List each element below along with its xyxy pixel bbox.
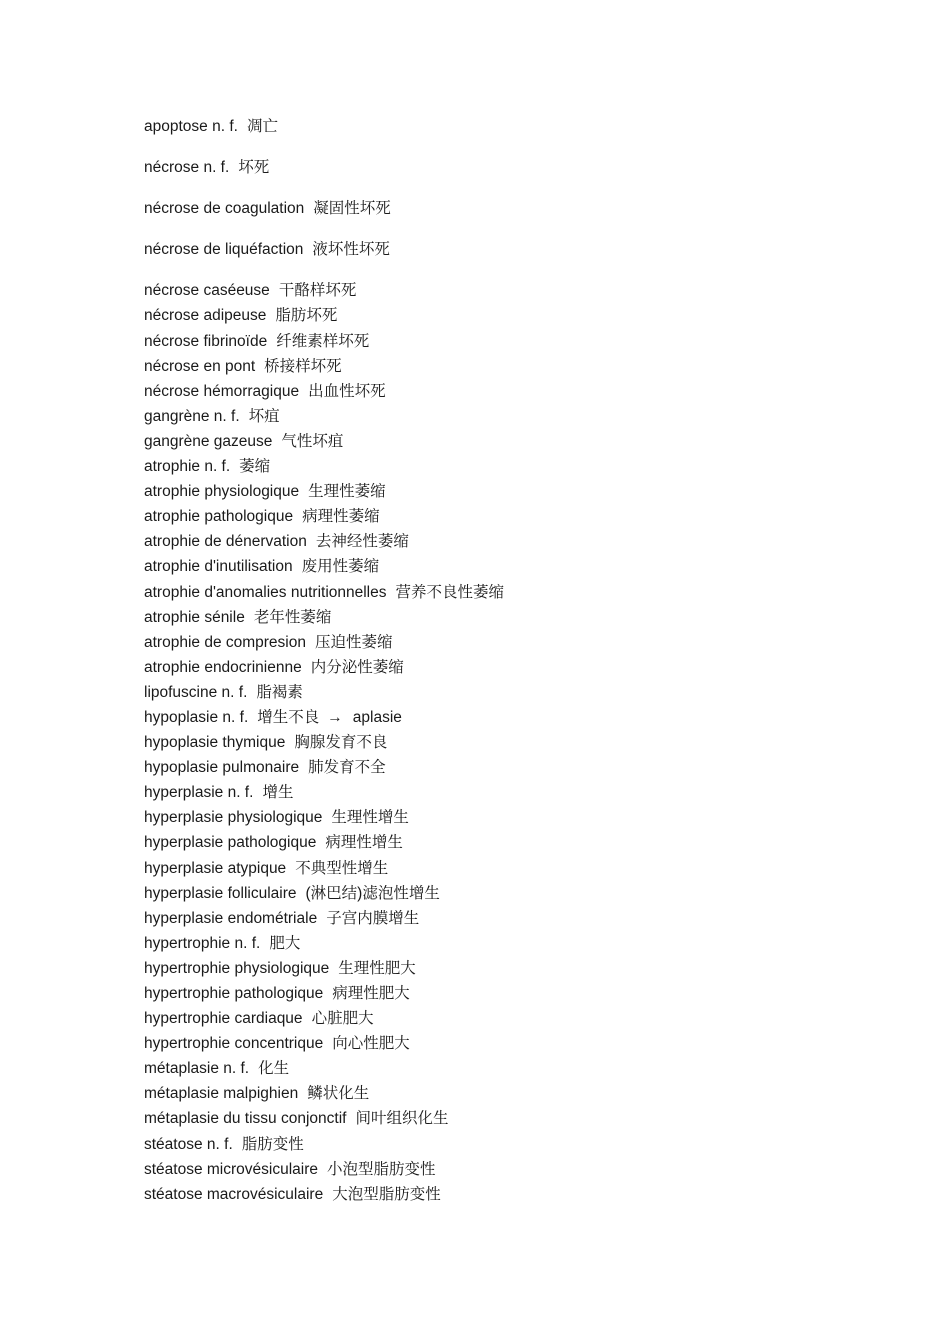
chinese-term: 脂褐素 [256, 683, 303, 701]
glossary-entry [144, 680, 904, 705]
chinese-term: 向心性肥大 [332, 1035, 410, 1053]
french-term: stéatose macrovésiculaire [144, 1185, 324, 1203]
french-term: atrophie pathologique [144, 508, 294, 526]
french-term: nécrose adipeuse [144, 307, 267, 325]
french-term: atrophie d'anomalies nutritionnelles [144, 583, 387, 601]
glossary-entry [144, 1182, 904, 1207]
glossary-entry [144, 705, 904, 730]
glossary-entry [144, 1132, 904, 1157]
chinese-term: 增生不良 [257, 708, 320, 726]
french-term: nécrose hémorragique [144, 382, 300, 400]
french-term: hypertrophie physiologique [144, 959, 330, 977]
french-term: nécrose fibrinoïde [144, 332, 268, 350]
glossary-entry [144, 1157, 904, 1182]
glossary-entry [144, 881, 904, 906]
glossary-entry [144, 730, 904, 755]
chinese-term: 坏死 [238, 159, 270, 177]
glossary-entry [144, 303, 904, 328]
arrow-right-icon: → [327, 708, 343, 726]
chinese-term: 脂肪变性 [241, 1135, 304, 1153]
french-term: nécrose de coagulation [144, 200, 305, 218]
chinese-term: 内分泌性萎缩 [310, 658, 404, 676]
french-term: nécrose de liquéfaction [144, 241, 304, 259]
glossary-entry [144, 780, 904, 805]
french-term: atrophie d'inutilisation [144, 558, 293, 576]
cross-reference-term: aplasie [352, 708, 402, 726]
chinese-term: 生理性增生 [331, 809, 409, 827]
chinese-term: 凝固性坏死 [313, 200, 391, 218]
french-term: hyperplasie folliculaire [144, 884, 297, 902]
french-term: gangrène n. f. [144, 407, 240, 425]
chinese-term: 鳞状化生 [307, 1085, 370, 1103]
glossary-entry [144, 454, 904, 479]
french-term: apoptose n. f. [144, 118, 238, 135]
glossary-entry [144, 906, 904, 931]
glossary-page [144, 114, 904, 1207]
glossary-entry [144, 580, 904, 605]
glossary-entry [144, 554, 904, 579]
french-term: hyperplasie atypique [144, 859, 287, 877]
french-term: nécrose n. f. [144, 159, 230, 177]
chinese-term: 间叶组织化生 [355, 1110, 449, 1128]
chinese-term: 桥接样坏死 [264, 357, 342, 375]
french-term: stéatose microvésiculaire [144, 1160, 319, 1178]
french-term: gangrène gazeuse [144, 432, 273, 450]
glossary-entry [144, 278, 904, 303]
chinese-term: 大泡型脂肪变性 [332, 1185, 441, 1203]
chinese-term: 不典型性增生 [295, 859, 389, 877]
glossary-entry [144, 805, 904, 830]
glossary-entry [144, 429, 904, 454]
french-term: atrophie endocrinienne [144, 658, 302, 676]
chinese-term: 凋亡 [246, 118, 278, 135]
french-term: hyperplasie pathologique [144, 834, 317, 852]
glossary-entry [144, 655, 904, 680]
french-term: atrophie de dénervation [144, 533, 307, 551]
glossary-entry [144, 1056, 904, 1081]
glossary-entry [144, 931, 904, 956]
glossary-entry [144, 1081, 904, 1106]
chinese-term: 子宫内膜增生 [326, 909, 420, 927]
glossary-entry [144, 630, 904, 655]
glossary-entry [144, 605, 904, 630]
french-term: hyperplasie physiologique [144, 809, 323, 827]
chinese-term: 纤维素样坏死 [276, 332, 370, 350]
french-term: hypoplasie n. f. [144, 708, 249, 726]
french-term: hyperplasie endométriale [144, 909, 318, 927]
chinese-term: 胸腺发育不良 [294, 734, 388, 752]
chinese-term: 病理性萎缩 [302, 508, 380, 526]
chinese-term: 去神经性萎缩 [315, 533, 409, 551]
french-term: métaplasie n. f. [144, 1060, 250, 1078]
glossary-entry [144, 1006, 904, 1031]
french-term: hypertrophie concentrique [144, 1035, 324, 1053]
french-term: atrophie sénile [144, 608, 245, 626]
glossary-entry [144, 379, 904, 404]
glossary-entry [144, 354, 904, 379]
french-term: hypoplasie pulmonaire [144, 759, 300, 777]
french-term: hypertrophie pathologique [144, 985, 324, 1002]
chinese-term: 坏疽 [248, 407, 280, 425]
french-term: hypoplasie thymique [144, 734, 286, 752]
glossary-entry [144, 529, 904, 554]
chinese-term: 脂肪坏死 [275, 307, 338, 325]
glossary-entry [144, 404, 904, 429]
chinese-term: 病理性肥大 [332, 985, 410, 1002]
chinese-term: 肺发育不全 [308, 759, 386, 777]
chinese-term: 化生 [258, 1060, 290, 1078]
chinese-term: 干酪样坏死 [278, 282, 357, 300]
chinese-term: (淋巴结)滤泡性增生 [305, 884, 440, 902]
french-term: nécrose caséeuse [144, 282, 270, 300]
chinese-term: 出血性坏死 [308, 382, 386, 400]
chinese-term: 压迫性萎缩 [315, 633, 393, 651]
glossary-entry [144, 479, 904, 504]
glossary-entry [144, 196, 904, 221]
french-term: lipofuscine n. f. [144, 683, 248, 701]
glossary-entry [144, 1106, 904, 1131]
chinese-term: 液坏性坏死 [312, 241, 390, 259]
french-term: hypertrophie cardiaque [144, 1010, 303, 1028]
chinese-term: 生理性萎缩 [308, 483, 386, 501]
french-term: atrophie physiologique [144, 483, 300, 501]
chinese-term: 气性坏疽 [281, 432, 344, 450]
glossary-entry [144, 1031, 904, 1056]
chinese-term: 废用性萎缩 [301, 558, 380, 576]
french-term: hypertrophie n. f. [144, 934, 261, 952]
french-term: atrophie de compresion [144, 633, 306, 651]
french-term: hyperplasie n. f. [144, 784, 254, 802]
glossary-entry [144, 155, 904, 180]
chinese-term: 萎缩 [239, 458, 271, 476]
chinese-term: 增生 [262, 784, 294, 802]
chinese-term: 病理性增生 [325, 834, 403, 852]
glossary-entry [144, 830, 904, 855]
glossary-entry [144, 504, 904, 529]
glossary-entry [144, 856, 904, 881]
glossary-entry [144, 329, 904, 354]
french-term: métaplasie du tissu conjonctif [144, 1110, 347, 1128]
chinese-term: 心脏肥大 [311, 1010, 374, 1028]
glossary-entry [144, 114, 904, 139]
french-term: métaplasie malpighien [144, 1085, 299, 1103]
chinese-term: 肥大 [269, 934, 301, 952]
glossary-entry [144, 755, 904, 780]
glossary-entry [144, 981, 904, 1006]
french-term: nécrose en pont [144, 357, 256, 375]
glossary-entry [144, 237, 904, 262]
chinese-term: 小泡型脂肪变性 [327, 1160, 436, 1178]
french-term: stéatose n. f. [144, 1135, 233, 1153]
chinese-term: 老年性萎缩 [253, 608, 332, 626]
french-term: atrophie n. f. [144, 458, 231, 476]
glossary-entry [144, 956, 904, 981]
chinese-term: 生理性肥大 [338, 959, 416, 977]
chinese-term: 营养不良性萎缩 [395, 583, 505, 601]
